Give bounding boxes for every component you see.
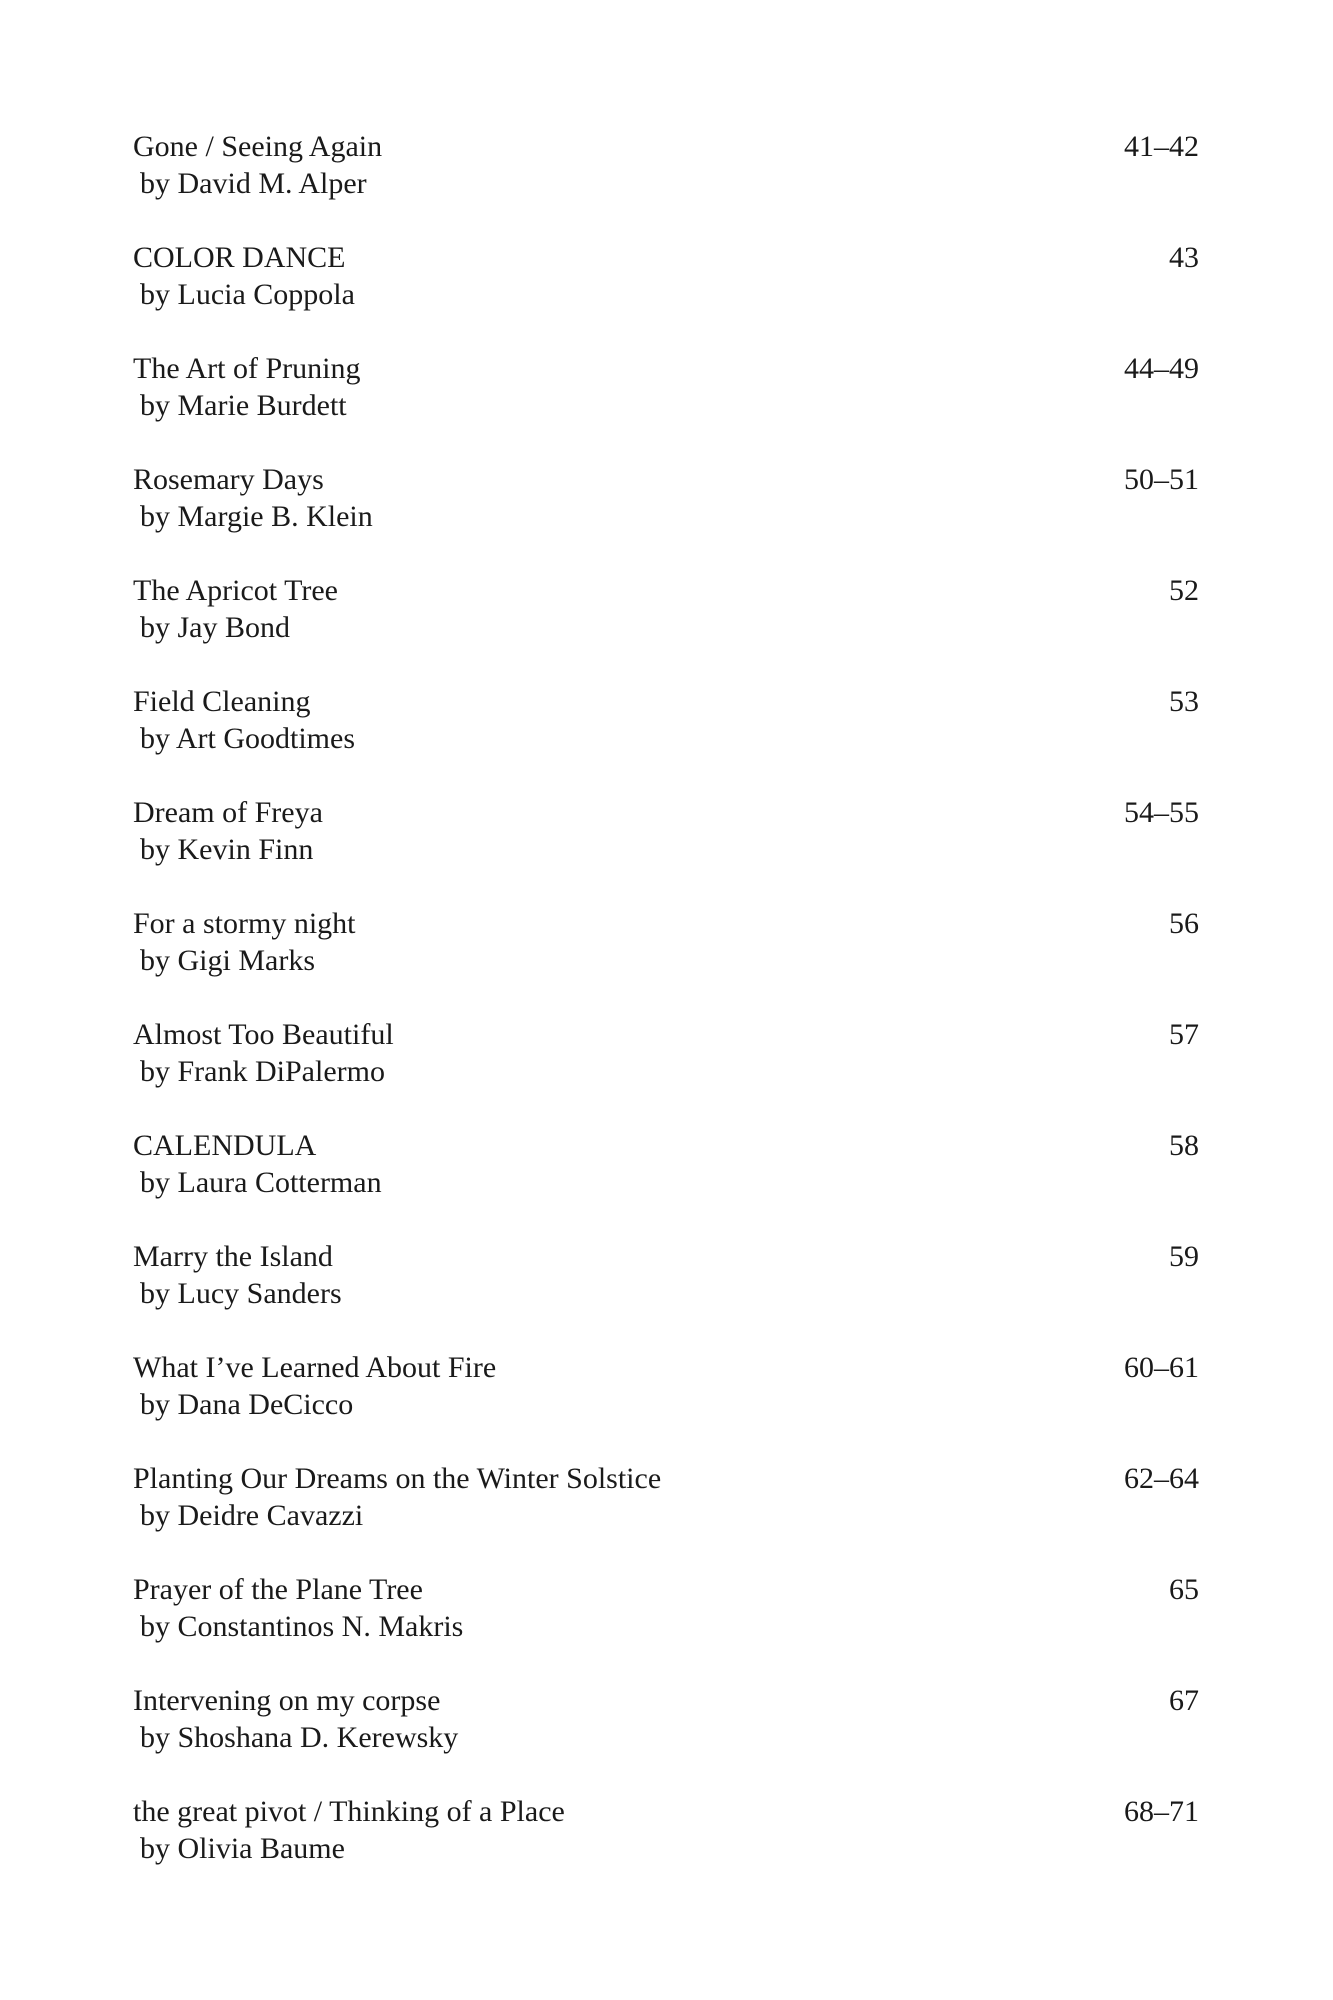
entry-pages: 56 xyxy=(1169,907,1199,940)
entry-pages: 68–71 xyxy=(1124,1795,1199,1828)
toc-entry xyxy=(133,350,1199,461)
entry-author: by Olivia Baume xyxy=(140,1832,345,1865)
entry-pages: 57 xyxy=(1169,1018,1199,1051)
entry-title: Dream of Freya xyxy=(133,796,323,829)
entry-author: by Kevin Finn xyxy=(140,833,314,866)
entry-pages: 44–49 xyxy=(1124,352,1199,385)
entry-pages: 58 xyxy=(1169,1129,1199,1162)
toc-entry xyxy=(133,572,1199,683)
entry-pages: 67 xyxy=(1169,1684,1199,1717)
toc-entry xyxy=(133,1349,1199,1460)
entry-author: by Art Goodtimes xyxy=(140,722,355,755)
entry-pages: 41–42 xyxy=(1124,130,1199,163)
toc-entry xyxy=(133,461,1199,572)
entry-title: the great pivot / Thinking of a Place xyxy=(133,1795,565,1828)
toc-entry xyxy=(133,1682,1199,1793)
table-of-contents xyxy=(133,128,1199,1904)
entry-title: Almost Too Beautiful xyxy=(133,1018,394,1051)
entry-author: by Constantinos N. Makris xyxy=(140,1610,464,1643)
entry-title: For a stormy night xyxy=(133,907,356,940)
entry-pages: 65 xyxy=(1169,1573,1199,1606)
toc-entry xyxy=(133,905,1199,1016)
entry-pages: 52 xyxy=(1169,574,1199,607)
toc-entry xyxy=(133,1460,1199,1571)
entry-title: Planting Our Dreams on the Winter Solstice xyxy=(133,1462,662,1495)
entry-pages: 53 xyxy=(1169,685,1199,718)
entry-pages: 62–64 xyxy=(1124,1462,1199,1495)
entry-pages: 59 xyxy=(1169,1240,1199,1273)
entry-title: Field Cleaning xyxy=(133,685,311,718)
toc-entry xyxy=(133,683,1199,794)
entry-title: The Apricot Tree xyxy=(133,574,338,607)
entry-author: by Margie B. Klein xyxy=(140,500,373,533)
entry-author: by Deidre Cavazzi xyxy=(140,1499,364,1532)
entry-pages: 60–61 xyxy=(1124,1351,1199,1384)
toc-entry xyxy=(133,128,1199,239)
toc-entry xyxy=(133,1016,1199,1127)
entry-author: by Lucia Coppola xyxy=(140,278,355,311)
entry-title: CALENDULA xyxy=(133,1129,317,1162)
entry-pages: 50–51 xyxy=(1124,463,1199,496)
entry-author: by Frank DiPalermo xyxy=(140,1055,385,1088)
entry-title: COLOR DANCE xyxy=(133,241,346,274)
entry-author: by David M. Alper xyxy=(140,167,367,200)
entry-pages: 54–55 xyxy=(1124,796,1199,829)
entry-author: by Marie Burdett xyxy=(140,389,347,422)
entry-author: by Shoshana D. Kerewsky xyxy=(140,1721,459,1754)
entry-pages: 43 xyxy=(1169,241,1199,274)
entry-title: Intervening on my corpse xyxy=(133,1684,441,1717)
entry-author: by Lucy Sanders xyxy=(140,1277,342,1310)
entry-title: What I’ve Learned About Fire xyxy=(133,1351,497,1384)
entry-author: by Dana DeCicco xyxy=(140,1388,354,1421)
toc-entry xyxy=(133,1793,1199,1904)
entry-title: Marry the Island xyxy=(133,1240,333,1273)
entry-author: by Laura Cotterman xyxy=(140,1166,382,1199)
entry-title: Prayer of the Plane Tree xyxy=(133,1573,423,1606)
entry-title: Gone / Seeing Again xyxy=(133,130,383,163)
entry-author: by Gigi Marks xyxy=(140,944,315,977)
toc-entry xyxy=(133,1238,1199,1349)
entry-title: Rosemary Days xyxy=(133,463,324,496)
toc-entry xyxy=(133,794,1199,905)
toc-entry xyxy=(133,239,1199,350)
entry-author: by Jay Bond xyxy=(140,611,290,644)
toc-entry xyxy=(133,1127,1199,1238)
toc-entry xyxy=(133,1571,1199,1682)
entry-title: The Art of Pruning xyxy=(133,352,361,385)
